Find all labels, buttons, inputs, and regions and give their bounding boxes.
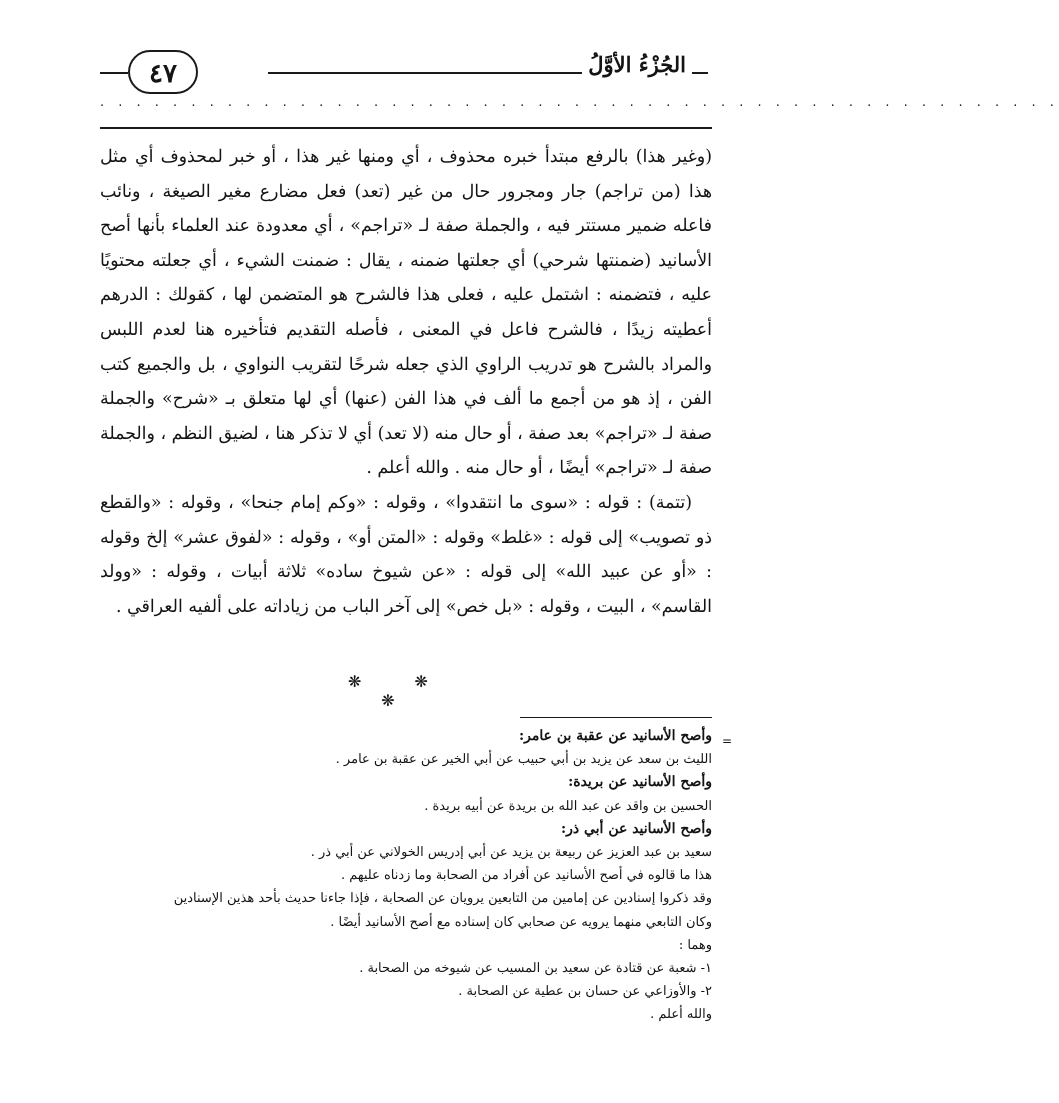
header-rule-left [100, 72, 128, 74]
footnote-line: الليث بن سعد عن يزيد بن أبي حبيب عن أبي الخير عن عقبة بن عامر . [335, 752, 712, 768]
footnote-continuation-marker: = [721, 734, 732, 748]
paragraph-commentary: (وغير هذا) بالرفع مبتدأ خبره محذوف ، أي ومنها غير هذا ، أو خبر لمحذوف أي مثل هذا (من تراجم) جار ومجرور حال من غير (تعد) فعل مضارع مغير الصيغة ، ونائب فاعله ضمير مستتر فيه ، والجملة صفة لـ «تراجم» ، أي معدودة عند العلماء بأنها أصح الأسانيد (ضمنتها شرحي) أي جعلتها ضمنه ، يقال : ضمنت الشيء ، أي جعلته محتويًا عليه ، فتضمنه : اشتمل عليه ، فعلى هذا فالشرح هو المتضمن لها ، كقولك : الدرهم أعطيته زيدًا ، فالشرح فاعل في المعنى ، فأصله التقديم فتأخيره هنا لعدم اللبس والمراد بالشرح هو تدريب الراوي الذي جعله شرحًا لتقريب النواوي ، بل والجميع كتب الفن ، إذ هو من أجمع ما ألف في هذا الفن (عنها) أي لها متعلق بـ «شرح» والجملة صفة لـ «تراجم» بعد صفة ، أو حال منه (لا تعد) أي لا تذكر هنا ، لضيق النظم ، والجملة صفة لـ «تراجم» أيضًا ، أو حال منه . والله أعلم . [100, 147, 712, 479]
footnote-heading: وأصح الأسانيد عن بريدة: [568, 774, 712, 791]
footnote-line: الحسين بن واقد عن عبد الله بن بريدة عن أبيه بريدة . [424, 798, 712, 814]
running-title: الجُزْءُ الأوَّلُ [582, 52, 692, 77]
footnotes [100, 725, 732, 1027]
footnote-line: وهما : [678, 937, 712, 953]
dotted-separator: . . . . . . . . . . . . . . . . . . . . . . . . . . . . . . . . . . . . . . . . . . . . . . . . . . . . . [100, 95, 1059, 110]
footnote-heading: وأصح الأسانيد عن أبي ذر: [560, 820, 712, 837]
footnote-rule [520, 717, 712, 718]
footnote-line: هذا ما قالوه في أصح الأسانيد عن أفراد من الصحابة وما زدناه عليهم . [340, 868, 712, 884]
footnote-list-item: ١- شعبة عن قتادة عن سعيد بن المسيب عن شيوخه من الصحابة . [359, 961, 712, 977]
footnote-line: والله أعلم . [650, 1007, 712, 1023]
footnote-line: وقد ذكروا إسنادين عن إمامين من التابعين يرويان عن الصحابة ، فإذا جاءنا حديث بأحد هذين الإسنادين [173, 891, 712, 907]
header-underline [100, 127, 712, 129]
section-stars: ❋ ❋ ❋ [348, 672, 452, 710]
footnote-heading: وأصح الأسانيد عن عقبة بن عامر: [518, 728, 712, 744]
paragraph-completion: (تتمة) : قوله : «سوى ما انتقدوا» ، وقوله : «وكم إمام جنحا» ، وقوله : «والقطع ذو تصويب» إلى قوله : «غلط» وقوله : «المتن أو» ، وقوله : «لفوق عشر» إلخ وقوله : «أو عن عبيد الله» إلى قوله : «عن شيوخ ساده» ثلاثة أبيات ، وقوله : «وولد القاسم» ، البيت ، وقوله : «بل خص» إلى آخر الباب من زياداته على ألفيه العراقي . [100, 492, 712, 617]
footnote-list-item: ٢- والأوزاعي عن حسان بن عطية عن الصحابة . [458, 984, 712, 1000]
footnote-line: سعيد بن عبد العزيز عن ربيعة بن يزيد عن أبي إدريس الخولاني عن أبي ذر . [310, 845, 712, 861]
page-number: ٤٧ [128, 50, 198, 94]
footnote-line: وكان التابعي منهما يرويه عن صحابي كان إسناده مع أصح الأسانيد أيضًا . [330, 914, 712, 930]
page-header [100, 40, 712, 100]
main-text [100, 140, 712, 624]
